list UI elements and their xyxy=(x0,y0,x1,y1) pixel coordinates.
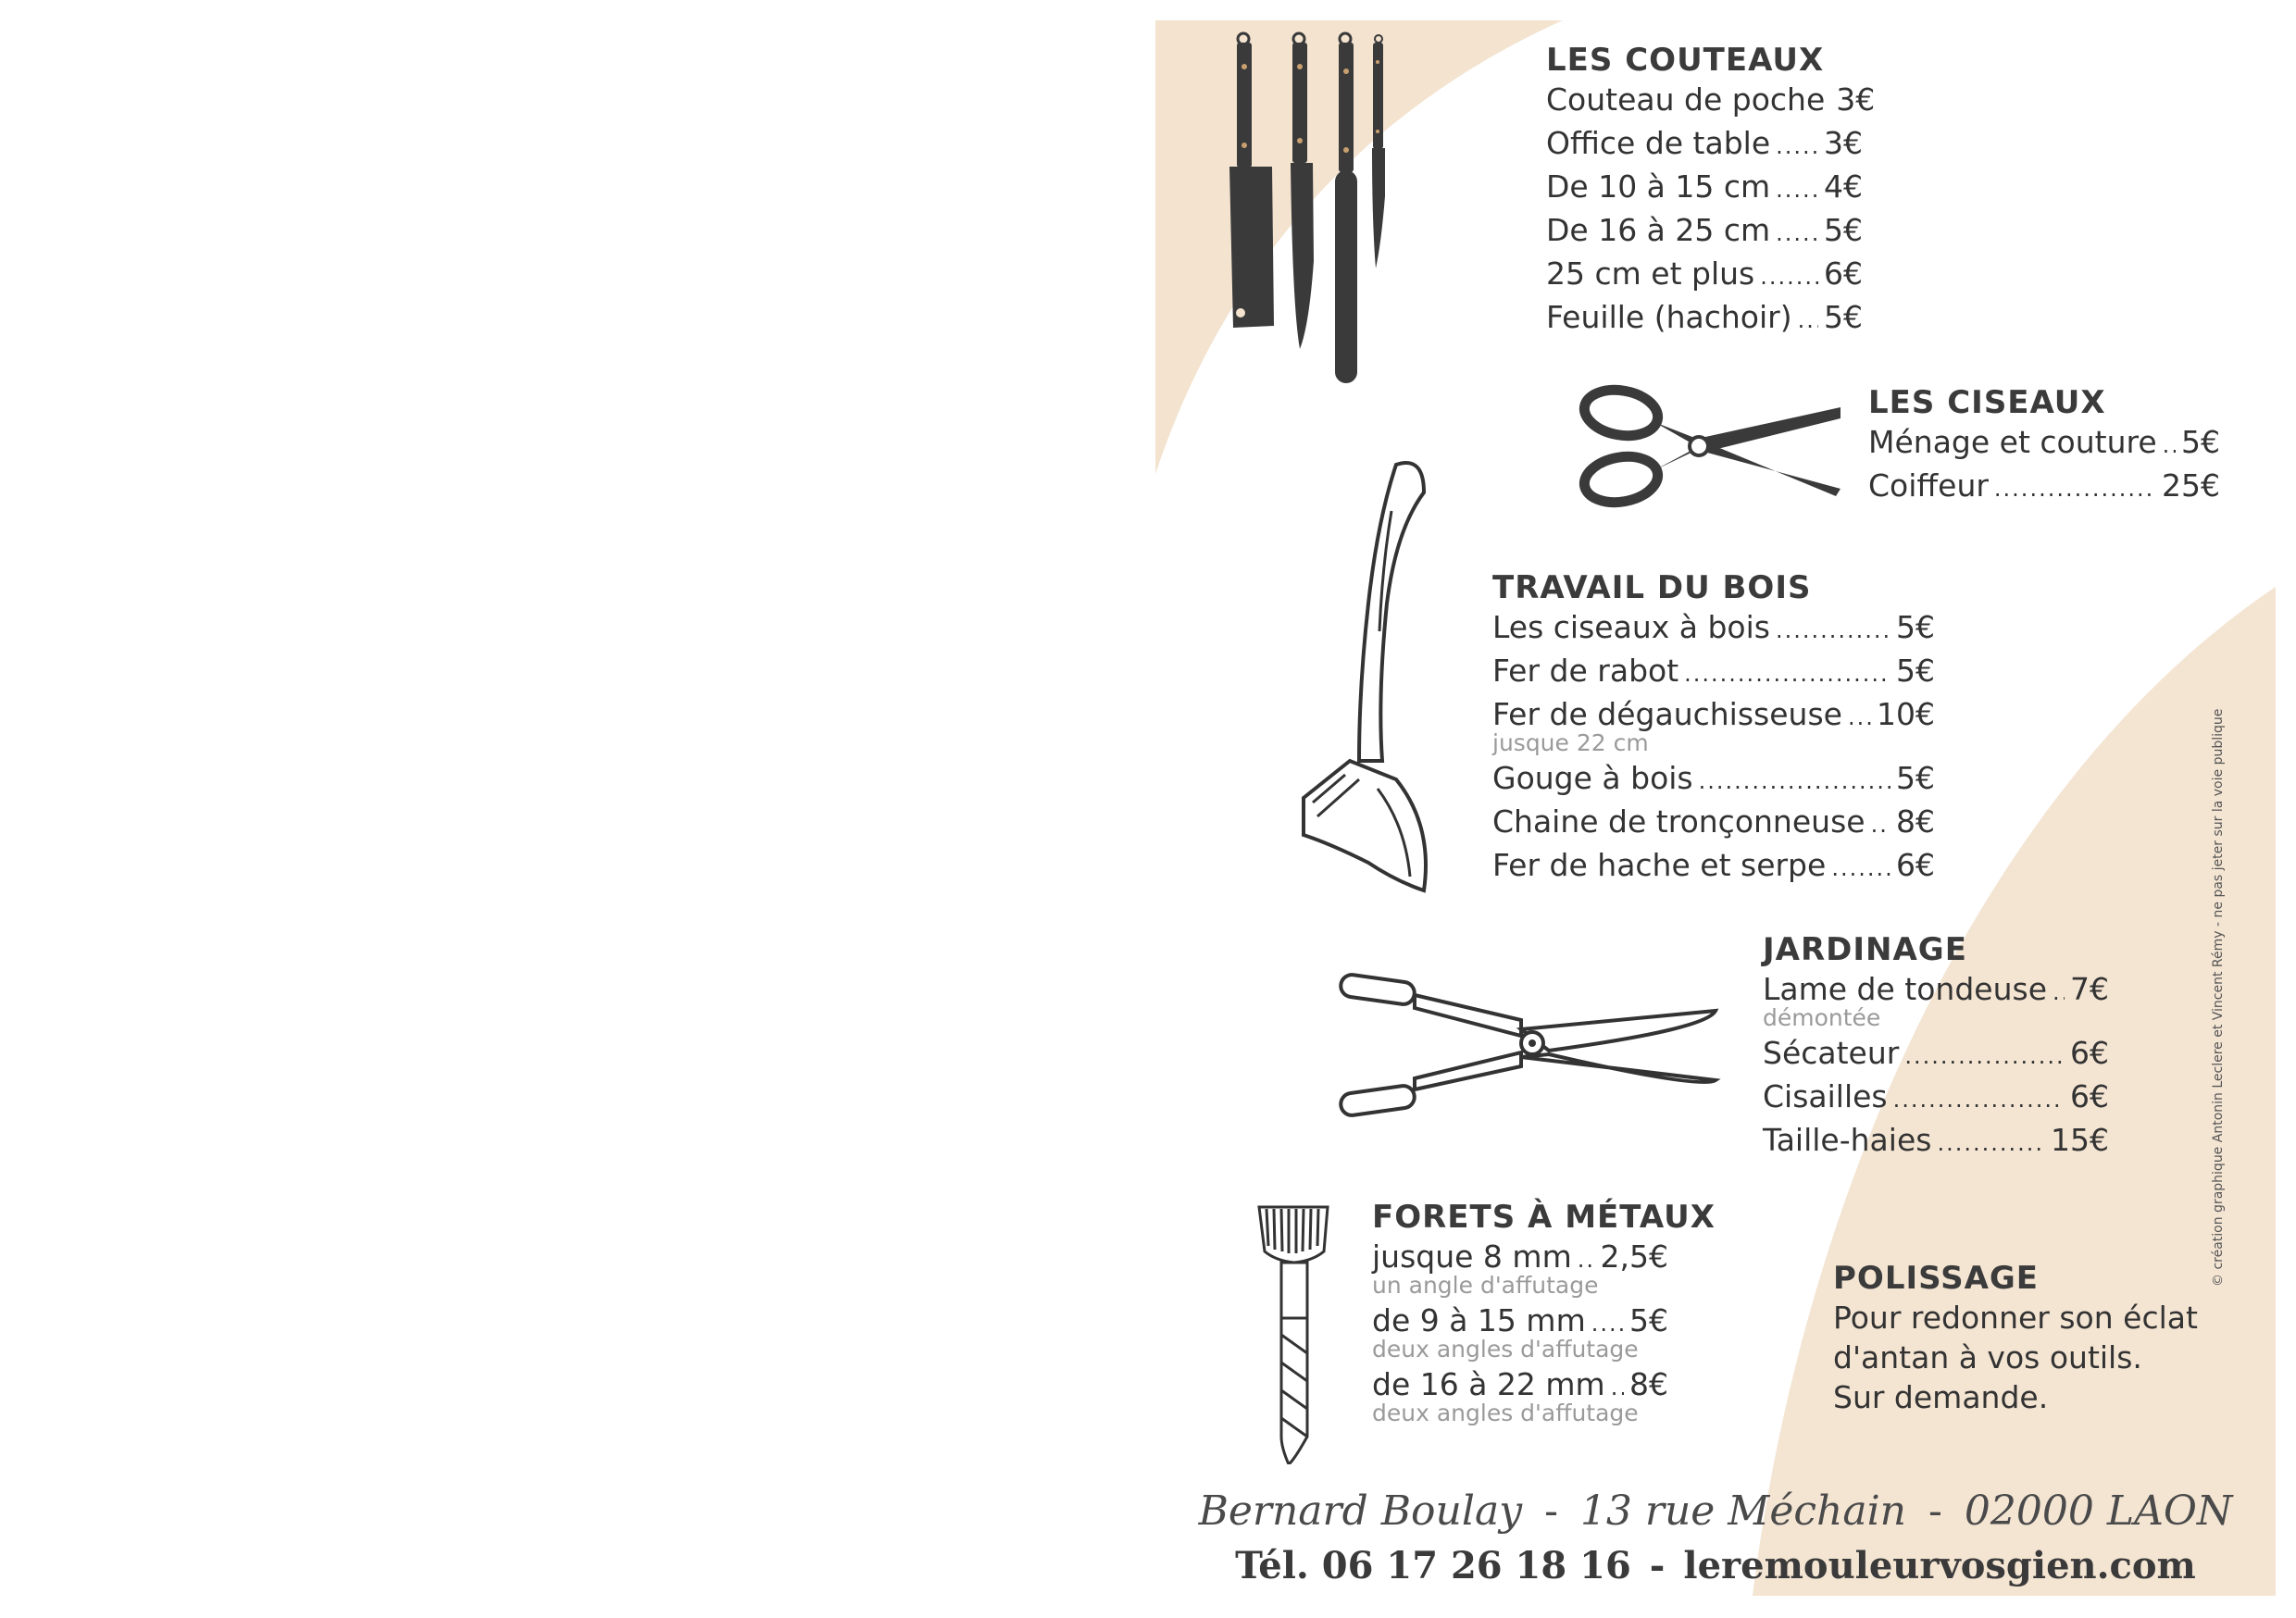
item-price: 15€ xyxy=(2051,1122,2109,1158)
item-price: 5€ xyxy=(1824,299,1863,335)
price-row xyxy=(1546,297,1863,341)
item-label: Lame de tondeuse xyxy=(1763,971,2047,1007)
item-price: 5€ xyxy=(2181,424,2220,460)
item-label: Ménage et couture xyxy=(1868,424,2157,460)
item-price: 8€ xyxy=(1896,803,1935,840)
section-title: TRAVAIL DU BOIS xyxy=(1492,569,1812,606)
footer-website-link[interactable]: leremouleurvosgien.com xyxy=(1683,1544,2196,1587)
item-price: 8€ xyxy=(1629,1366,1668,1402)
item-label: Fer de rabot xyxy=(1492,653,1679,689)
price-row xyxy=(1763,1033,2109,1077)
section-couteaux xyxy=(1546,41,1876,341)
flyer-page xyxy=(1155,20,2276,1596)
section-title: POLISSAGE xyxy=(1833,1260,2040,1297)
dot-leader xyxy=(1776,127,1818,167)
item-price: 2,5€ xyxy=(1600,1238,1668,1275)
price-row xyxy=(1492,607,1935,651)
price-row xyxy=(1546,210,1863,254)
footer-street: 13 rue Méchain xyxy=(1579,1487,1907,1535)
dot-leader xyxy=(1699,762,1890,802)
price-row xyxy=(1492,845,1935,889)
price-row xyxy=(1492,651,1935,694)
footer-separator: - xyxy=(1649,1544,1666,1587)
dot-leader xyxy=(1776,214,1818,254)
item-note: démontée xyxy=(1763,1004,1881,1031)
dot-leader xyxy=(2053,973,2065,1013)
axe-illustration xyxy=(1294,455,1452,900)
item-label: de 16 à 22 mm xyxy=(1372,1366,1605,1402)
item-price: 5€ xyxy=(1629,1302,1668,1338)
footer-separator: - xyxy=(1544,1487,1558,1535)
dot-leader xyxy=(1831,849,1890,889)
dot-leader xyxy=(1893,1080,2065,1120)
hedge-shears-illustration xyxy=(1336,951,1725,1136)
item-price: 4€ xyxy=(1824,168,1863,205)
item-price: 3€ xyxy=(1836,81,1876,118)
item-label: jusque 8 mm xyxy=(1372,1238,1572,1275)
item-note: un angle d'affutage xyxy=(1372,1272,1599,1299)
section-title: LES COUTEAUX xyxy=(1546,42,1825,79)
item-price: 5€ xyxy=(1896,653,1935,689)
dot-leader xyxy=(1760,257,1818,297)
item-price: 3€ xyxy=(1824,125,1863,161)
price-row xyxy=(1763,1077,2109,1120)
item-price: 5€ xyxy=(1896,760,1935,796)
polissage-line: Sur demande. xyxy=(1833,1379,2049,1415)
section-jardinage xyxy=(1763,930,2109,1164)
section-title: LES CISEAUX xyxy=(1868,384,2106,421)
item-price: 6€ xyxy=(2070,1078,2109,1114)
footer-phone: Tél. 06 17 26 18 16 xyxy=(1235,1544,1631,1587)
dot-leader xyxy=(1937,1124,2045,1164)
footer-address-line xyxy=(1155,1487,2276,1535)
item-label: Cisailles xyxy=(1763,1078,1888,1114)
section-title: FORETS À MÉTAUX xyxy=(1372,1199,1716,1236)
dot-leader xyxy=(2163,426,2176,466)
price-row xyxy=(1492,802,1935,845)
price-row xyxy=(1492,758,1935,802)
item-label: Gouge à bois xyxy=(1492,760,1693,796)
dot-leader xyxy=(1776,170,1818,210)
price-row xyxy=(1763,1120,2109,1164)
dot-leader xyxy=(1994,469,2156,509)
item-price: 6€ xyxy=(1824,255,1863,292)
item-price: 5€ xyxy=(1896,609,1935,645)
item-label: Fer de hache et serpe xyxy=(1492,847,1827,883)
item-note: jusque 22 cm xyxy=(1492,729,1649,756)
item-price: 10€ xyxy=(1877,696,1935,732)
dot-leader xyxy=(1904,1037,2065,1077)
item-price: 6€ xyxy=(2070,1035,2109,1071)
price-row xyxy=(1546,167,1863,210)
section-travail-du-bois xyxy=(1492,568,1935,889)
item-label: Office de table xyxy=(1546,125,1771,161)
section-polissage xyxy=(1833,1259,2203,1417)
dot-leader xyxy=(1684,654,1890,694)
price-row xyxy=(1868,466,2220,509)
item-note: deux angles d'affutage xyxy=(1372,1400,1639,1426)
item-label: Couteau de poche xyxy=(1546,81,1826,118)
item-price: 7€ xyxy=(2070,971,2109,1007)
footer-city: 02000 LAON xyxy=(1964,1487,2233,1535)
item-label: Taille-haies xyxy=(1763,1122,1932,1158)
dot-leader xyxy=(1871,805,1890,845)
footer-contact-line xyxy=(1155,1544,2276,1587)
footer-name: Bernard Boulay xyxy=(1198,1487,1523,1535)
item-label: Chaine de tronçonneuse xyxy=(1492,803,1866,840)
dot-leader xyxy=(1776,611,1890,651)
item-label: 25 cm et plus xyxy=(1546,255,1755,292)
design-credit: © création graphique Antonin Leclere et Vincent Rémy - ne pas jeter sur la voie publique xyxy=(2211,708,2226,1287)
polissage-line: d'antan à vos outils. xyxy=(1833,1339,2142,1375)
dot-leader xyxy=(1798,301,1818,341)
item-note: deux angles d'affutage xyxy=(1372,1336,1639,1363)
price-row xyxy=(1546,123,1863,167)
dot-leader xyxy=(1848,698,1871,738)
item-label: Sécateur xyxy=(1763,1035,1900,1071)
polissage-line: Pour redonner son éclat xyxy=(1833,1300,2198,1336)
item-label: De 10 à 15 cm xyxy=(1546,168,1771,205)
section-forets-a-metaux xyxy=(1372,1198,1716,1428)
item-price: 25€ xyxy=(2162,467,2220,504)
section-ciseaux xyxy=(1868,383,2220,509)
item-label: de 9 à 15 mm xyxy=(1372,1302,1586,1338)
section-title: JARDINAGE xyxy=(1763,931,1967,968)
item-price: 5€ xyxy=(1824,212,1863,248)
price-row xyxy=(1546,80,1876,123)
item-label: Fer de dégauchisseuse xyxy=(1492,696,1842,732)
item-label: Les ciseaux à bois xyxy=(1492,609,1770,645)
drill-bit-illustration xyxy=(1257,1205,1331,1464)
item-price: 6€ xyxy=(1896,847,1935,883)
item-label: Feuille (hachoir) xyxy=(1546,299,1792,335)
knives-illustration xyxy=(1220,30,1396,400)
item-label: Coiffeur xyxy=(1868,467,1989,504)
footer-separator: - xyxy=(1928,1487,1942,1535)
price-row xyxy=(1546,254,1863,297)
item-label: De 16 à 25 cm xyxy=(1546,212,1771,248)
price-row xyxy=(1868,422,2220,466)
scissors-illustration xyxy=(1577,381,1845,511)
